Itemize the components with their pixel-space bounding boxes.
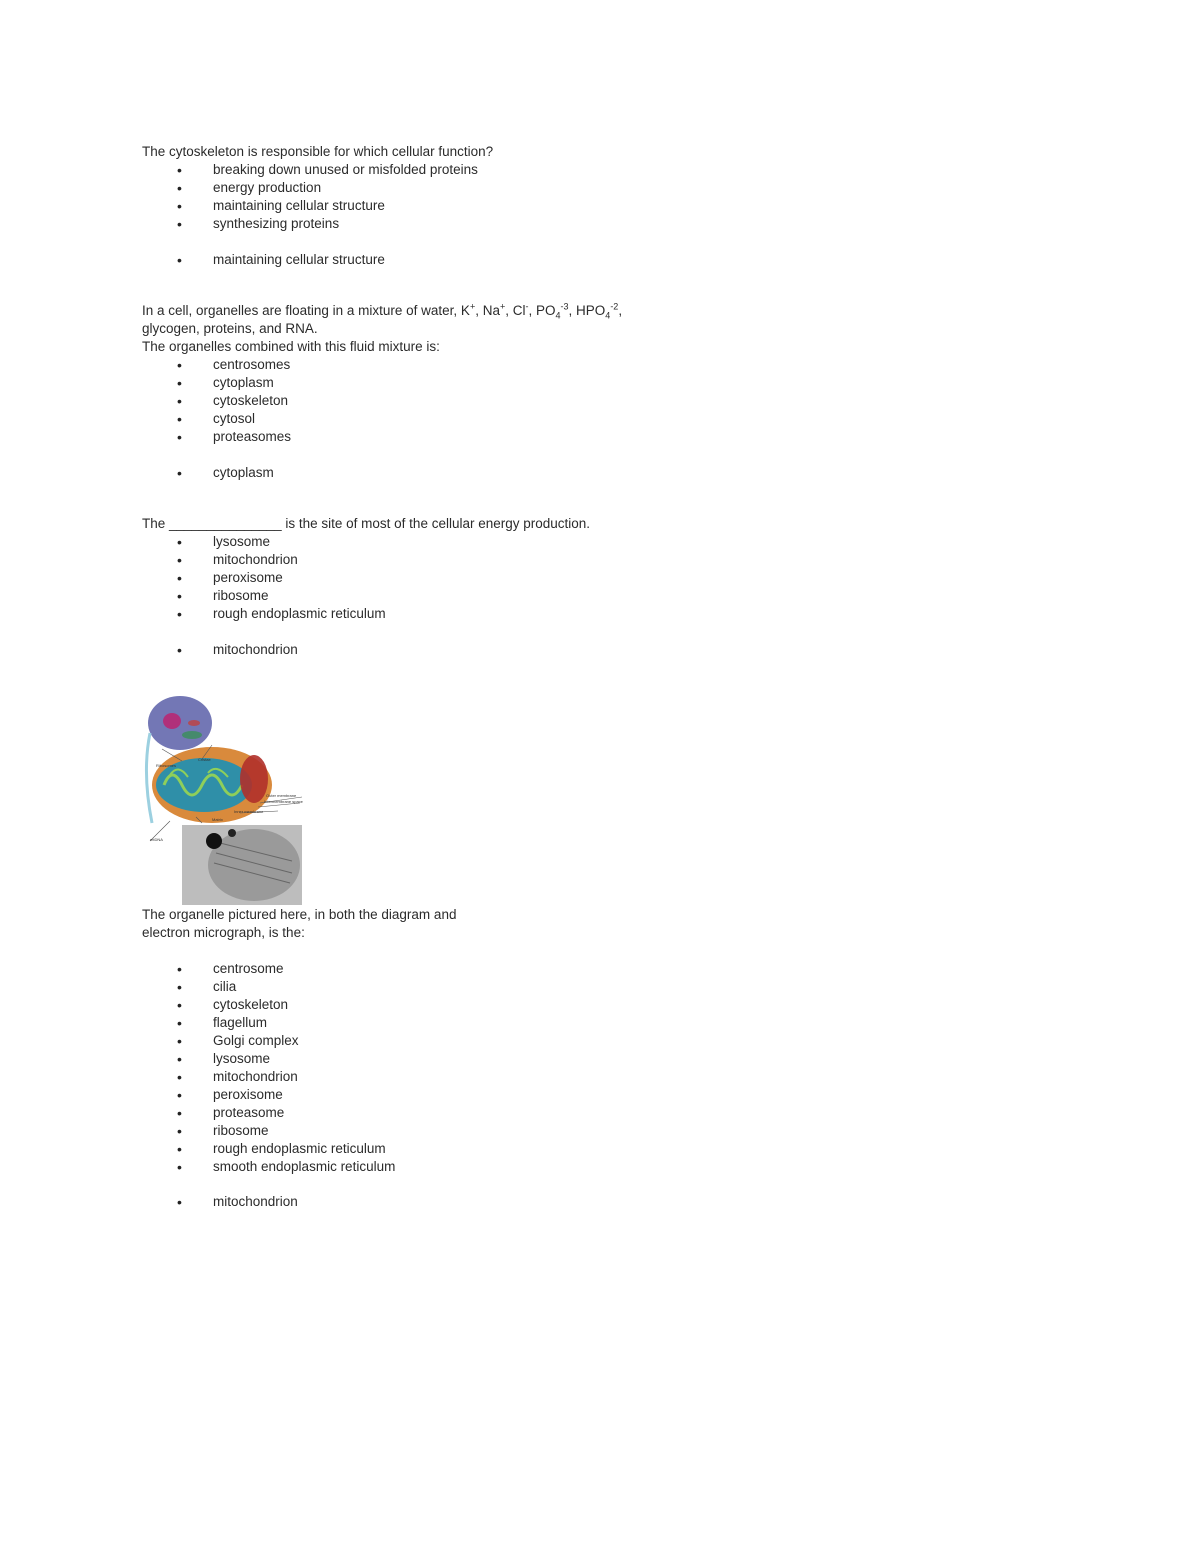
option: • rough endoplasmic reticulum: [142, 605, 1042, 623]
mitochondrion-diagram: [142, 693, 312, 908]
label-inner-membrane: Inner membrane: [234, 809, 264, 814]
question-4-prompt-line2: electron micrograph, is the:: [142, 925, 305, 940]
cell-nucleus: [163, 713, 181, 729]
option: • cytoskeleton: [142, 996, 1042, 1014]
question-2-prompt-line3: The organelles combined with this fluid mixture is:: [142, 339, 440, 354]
mitochondrion-figure: [142, 693, 312, 908]
answer: • mitochondrion: [142, 1193, 1042, 1211]
answer: • cytoplasm: [142, 464, 1042, 482]
question-1-options: [142, 161, 1042, 233]
question-3-options: [142, 533, 1042, 623]
question-2-options: [142, 356, 1042, 446]
question-2-answer: [142, 464, 1042, 482]
option: • Golgi complex: [142, 1032, 1042, 1050]
option: • centrosomes: [142, 356, 1042, 374]
answer: • mitochondrion: [142, 641, 1042, 659]
question-1-prompt: The cytoskeleton is responsible for which cellular function?: [142, 144, 494, 159]
question-4-prompt-line1: The organelle pictured here, in both the diagram and: [142, 907, 457, 922]
option: • peroxisome: [142, 1086, 1042, 1104]
option: • cytosol: [142, 410, 1042, 428]
question-4: [142, 906, 1042, 1211]
option: • breaking down unused or misfolded proteins: [142, 161, 1042, 179]
question-3: [142, 515, 1042, 659]
question-2-prompt-line1: In a cell, organelles are floating in a mixture of water, K+, Na+, Cl-, $PO_4^{-3}$, $HPO_4^{-2}$,: [142, 301, 623, 321]
option: • synthesizing proteins: [142, 215, 1042, 233]
question-2: [142, 302, 1042, 482]
option: • cilia: [142, 978, 1042, 996]
label-matrix: Matrix: [212, 817, 223, 822]
option: • proteasomes: [142, 428, 1042, 446]
option: • cytoplasm: [142, 374, 1042, 392]
option: • maintaining cellular structure: [142, 197, 1042, 215]
option: • rough endoplasmic reticulum: [142, 1140, 1042, 1158]
option: • energy production: [142, 179, 1042, 197]
option: • mitochondrion: [142, 551, 1042, 569]
option: • smooth endoplasmic reticulum: [142, 1158, 1042, 1176]
option: • flagellum: [142, 1014, 1042, 1032]
question-3-answer: [142, 641, 1042, 659]
label-cristae: Cristae: [198, 757, 211, 762]
question-4-answer: [142, 1193, 1042, 1211]
option: • ribosome: [142, 587, 1042, 605]
question-1-answer: [142, 251, 1042, 269]
option: • mitochondrion: [142, 1068, 1042, 1086]
label-mtdna: mtDNA: [150, 837, 163, 842]
option: • peroxisome: [142, 569, 1042, 587]
option: • cytoskeleton: [142, 392, 1042, 410]
question-3-prompt: The _______________ is the site of most of the cellular energy production.: [142, 516, 591, 531]
question-4-options: [142, 960, 1042, 1176]
label-ribosomes: Ribosomes: [156, 763, 177, 768]
option: • proteasome: [142, 1104, 1042, 1122]
option: • lysosome: [142, 533, 1042, 551]
question-1: [142, 143, 1042, 269]
label-intermembrane-space: Intermembrane space: [264, 799, 303, 804]
answer: • maintaining cellular structure: [142, 251, 1042, 269]
option: • centrosome: [142, 960, 1042, 978]
option: • lysosome: [142, 1050, 1042, 1068]
question-2-prompt-line2: glycogen, proteins, and RNA.: [142, 321, 318, 336]
option: • ribosome: [142, 1122, 1042, 1140]
label-outer-membrane: Outer membrane: [266, 793, 297, 798]
